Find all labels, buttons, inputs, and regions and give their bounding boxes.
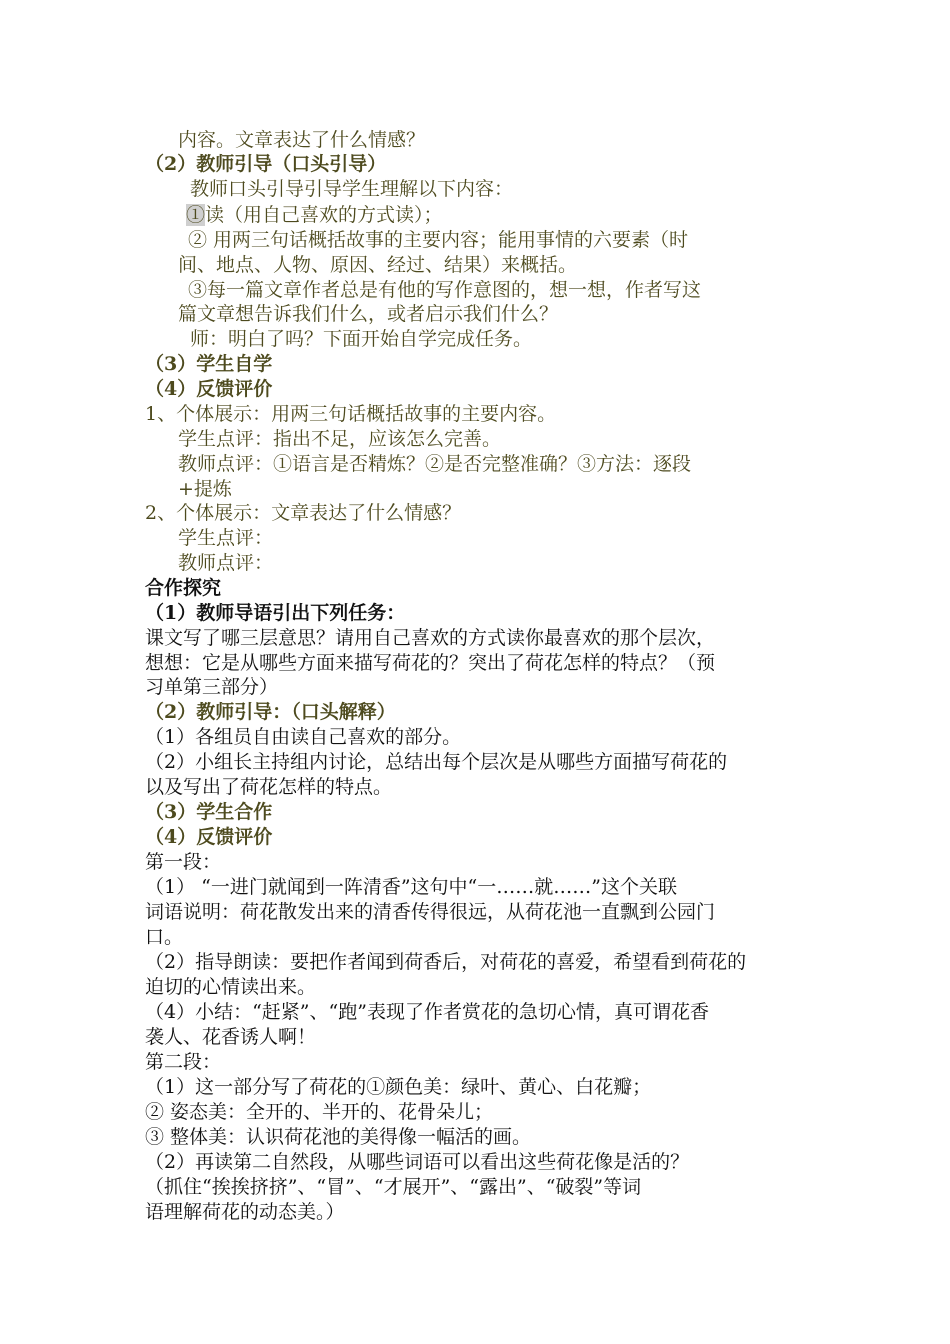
text-line: 教师点评： bbox=[178, 552, 274, 574]
text-line: 学生点评： bbox=[178, 527, 274, 549]
text-line: 间、地点、人物、原因、经过、结果）来概括。 bbox=[178, 254, 578, 276]
text-line: +提炼 bbox=[178, 478, 232, 500]
section-heading: （4）反馈评价 bbox=[145, 826, 273, 848]
text-line: （2）小组长主持组内讨论，总结出每个层次是从哪些方面描写荷花的 bbox=[145, 751, 728, 773]
text-line: 内容。文章表达了什么情感？ bbox=[178, 129, 426, 151]
text-line: 口。 bbox=[145, 926, 184, 948]
text-line: 2、个体展示：文章表达了什么情感？ bbox=[145, 502, 462, 524]
text-line: （1）各组员自由读自己喜欢的部分。 bbox=[145, 726, 462, 748]
text-line: 第二段： bbox=[145, 1051, 222, 1073]
text-line: 以及写出了荷花怎样的特点。 bbox=[145, 776, 393, 798]
text-line: 语理解荷花的动态美。） bbox=[145, 1201, 345, 1223]
text-line: ③每一篇文章作者总是有他的写作意图的，想一想，作者写这 bbox=[188, 279, 702, 301]
text-line: 袭人、花香诱人啊！ bbox=[145, 1026, 317, 1048]
text-line: 词语说明：荷花散发出来的清香传得很远，从荷花池一直飘到公园门 bbox=[145, 901, 716, 923]
section-heading: （3）学生合作 bbox=[145, 801, 273, 823]
section-heading: （2）教师引导：（口头解释） bbox=[145, 701, 396, 723]
text-line: 迫切的心情读出来。 bbox=[145, 976, 317, 998]
text-line: （1）这一部分写了荷花的①颜色美：绿叶、黄心、白花瓣； bbox=[145, 1076, 652, 1098]
text-line: 习单第三部分） bbox=[145, 676, 279, 698]
section-heading: （3）学生自学 bbox=[145, 353, 273, 375]
text-line: （1） “一进门就闻到一阵清香”这句中“一……就……”这个关联 bbox=[145, 876, 677, 898]
text-fragment: 读（用自己喜欢的方式读）； bbox=[205, 204, 443, 226]
section-heading: （2）教师引导（口头引导） bbox=[145, 153, 387, 175]
text-line: 学生点评：指出不足，应该怎么完善。 bbox=[178, 428, 502, 450]
section-heading: （1）教师导语引出下列任务： bbox=[145, 602, 406, 624]
text-line: （2）指导朗读：要把作者闻到荷香后，对荷花的喜爱，希望看到荷花的 bbox=[145, 951, 747, 973]
text-line: ② 用两三句话概括故事的主要内容；能用事情的六要素（时 bbox=[188, 229, 689, 251]
text-line: ③ 整体美：认识荷花池的美得像一幅活的画。 bbox=[145, 1126, 532, 1148]
text-line: 教师点评：①语言是否精炼？②是否完整准确？③方法：逐段 bbox=[178, 453, 692, 475]
text-line: 教师口头引导引导学生理解以下内容： bbox=[190, 178, 514, 200]
text-line: 想想：它是从哪些方面来描写荷花的？突出了荷花怎样的特点？（预 bbox=[145, 652, 716, 674]
text-line: （4）小结：“赶紧”、“跑”表现了作者赏花的急切心情，真可谓花香 bbox=[145, 1001, 709, 1023]
text-line: 第一段： bbox=[145, 851, 222, 873]
text-line: 师：明白了吗？下面开始自学完成任务。 bbox=[190, 328, 533, 350]
section-title: 合作探究 bbox=[145, 577, 222, 599]
text-line: 课文写了哪三层意思？请用自己喜欢的方式读你最喜欢的那个层次， bbox=[145, 627, 716, 649]
text-line: 篇文章想告诉我们什么，或者启示我们什么？ bbox=[178, 303, 559, 325]
text-line: ② 姿态美：全开的、半开的、花骨朵儿； bbox=[145, 1101, 494, 1123]
text-line: 1、个体展示：用两三句话概括故事的主要内容。 bbox=[145, 403, 557, 425]
text-line: （2）再读第二自然段，从哪些词语可以看出这些荷花像是活的？ bbox=[145, 1151, 690, 1173]
text-line bbox=[186, 203, 443, 227]
highlighted-numeral: ① bbox=[186, 204, 206, 226]
section-heading: （4）反馈评价 bbox=[145, 378, 273, 400]
text-line: （抓住“挨挨挤挤”、“冒”、“才展开”、“露出”、“破裂”等词 bbox=[145, 1176, 642, 1198]
